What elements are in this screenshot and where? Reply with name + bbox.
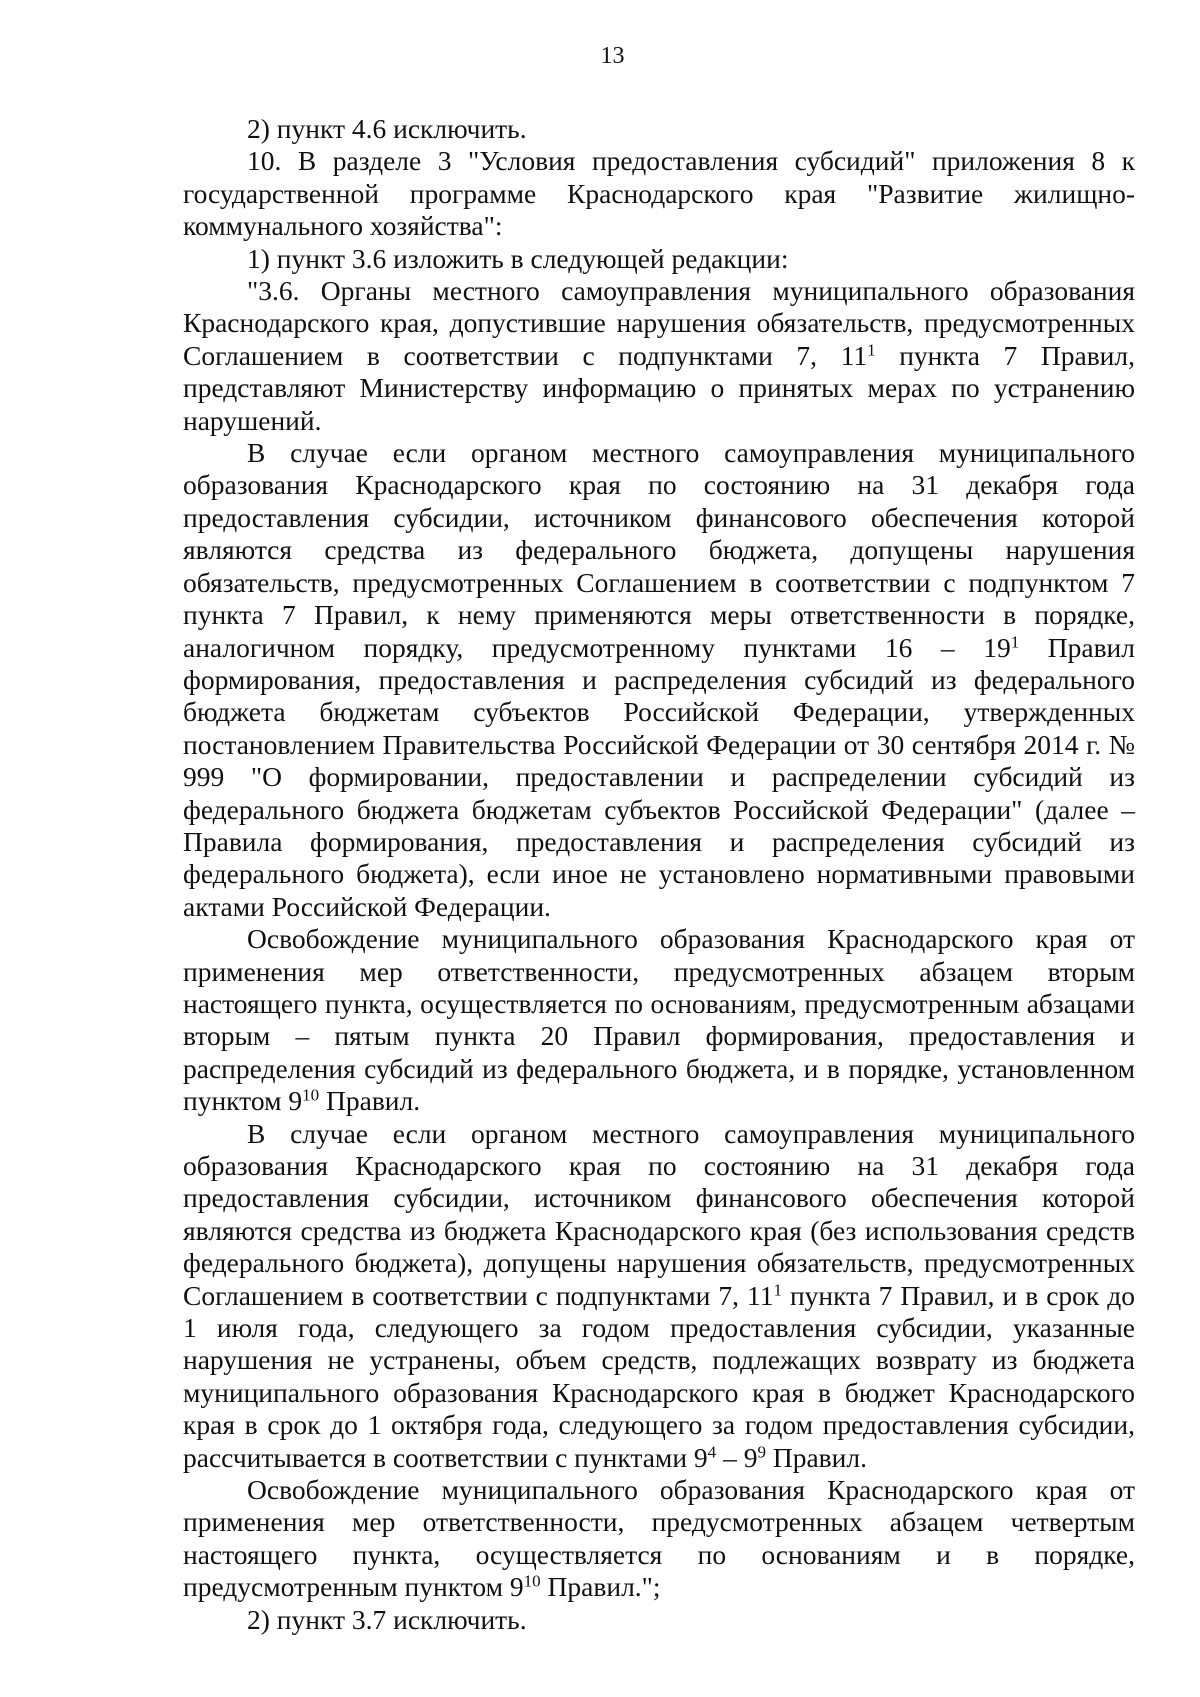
paragraph — [183, 1604, 1135, 1636]
text-segment: 2) пункт 4.6 исключить. — [247, 113, 527, 144]
text-segment: Освобождение муниципального образования Краснодарского края от применения мер ответственности, предусмотренных абзацем вторым настоящего пункта, осуществляется по основаниям, предусмотренным абзацами вторым – пятым пункта 20 Правил формирования, предоставления и распределения субсидий из федерального бюджета, и в порядке, установленном пунктом 9 — [183, 923, 1135, 1117]
paragraph — [183, 243, 1135, 275]
text-segment: Правил. — [319, 1085, 421, 1117]
text-segment: пункта 7 Правил, представляют Министерству информацию о принятых мерах по устранению нарушений. — [183, 339, 1135, 436]
superscript: 1 — [1010, 632, 1020, 652]
text-segment: В случае если органом местного самоуправления муниципального образования Краснодарского края по состоянию на 31 декабря года предоставления субсидии, источником финансового обеспечения которой являются средства из бюджета Краснодарского края (без использования средств федерального бюджета), допущены нарушения обязательств, предусмотренных Соглашением в соответствии с подпунктами 7, 11 — [183, 1117, 1135, 1311]
paragraph — [183, 113, 1135, 145]
superscript: 1 — [867, 340, 876, 360]
text-segment: – 9 — [716, 1441, 758, 1473]
superscript: 9 — [757, 1442, 766, 1462]
paragraph — [183, 437, 1135, 923]
document-body — [183, 113, 1135, 1636]
superscript: 1 — [773, 1280, 782, 1300]
paragraph — [183, 1474, 1135, 1604]
text-segment: 10. В разделе 3 "Условия предоставления субсидий" приложения 8 к государственной программе Краснодарского края "Развитие жилищно-коммунального хозяйства": — [183, 145, 1135, 242]
paragraph — [183, 275, 1135, 437]
text-segment: В случае если органом местного самоуправления муниципального образования Краснодарского края по состоянию на 31 декабря года предоставления субсидии, источником финансового обеспечения которой являются средства из федерального бюджета, допущены нарушения обязательств, предусмотренных Соглашением в соответствии с подпунктом 7 пункта 7 Правил, к нему применяются меры ответственности в порядке, аналогичном порядку, предусмотренному пунктами 16 – 19 — [183, 437, 1135, 663]
text-segment: Освобождение муниципального образования Краснодарского края от применения мер ответственности, предусмотренных абзацем четвертым настоящего пункта, осуществляется по основаниям и в порядке, предусмотренным пунктом 9 — [183, 1474, 1135, 1603]
text-segment: пункта 7 Правил, и в срок до 1 июля года, следующего за годом предоставления субсидии, указанные нарушения не устранены, объем средств, подлежащих возврату из бюджета муниципального образования Краснодарского края в бюджет Краснодарского края в срок до 1 октября года, следующего за годом предоставления субсидии, рассчитывается в соответствии с пунктами 9 — [183, 1279, 1135, 1473]
text-segment: 2) пункт 3.7 исключить. — [247, 1603, 527, 1635]
page-number: 13 — [600, 43, 625, 69]
superscript: 10 — [523, 1571, 541, 1591]
text-segment: Правил."; — [540, 1571, 661, 1603]
text-segment: 1) пункт 3.6 изложить в следующей редакции: — [247, 242, 789, 274]
text-segment: Правил. — [765, 1441, 867, 1473]
paragraph — [183, 923, 1135, 1117]
superscript: 4 — [707, 1442, 717, 1462]
superscript: 10 — [302, 1085, 320, 1105]
paragraph — [183, 145, 1135, 242]
text-segment: "3.6. Органы местного самоуправления муниципального образования Краснодарского края, допустившие нарушения обязательств, предусмотренных Соглашением в соответствии с подпунктами 7, 11 — [183, 275, 1135, 371]
paragraph — [183, 1118, 1135, 1474]
text-segment: Правил формирования, предоставления и распределения субсидий из федерального бюджета бюджетам субъектов Российской Федерации, утвержденных постановлением Правительства Российской Федерации от 30 сентября 2014 г. № 999 "О формировании, предоставлении и распределении субсидий из федерального бюджета бюджетам субъектов Российской Федерации" (далее – Правила формирования, предоставления и распределения субсидий из федерального бюджета), если иное не установлено нормативными правовыми актами Российской Федерации. — [183, 631, 1135, 922]
